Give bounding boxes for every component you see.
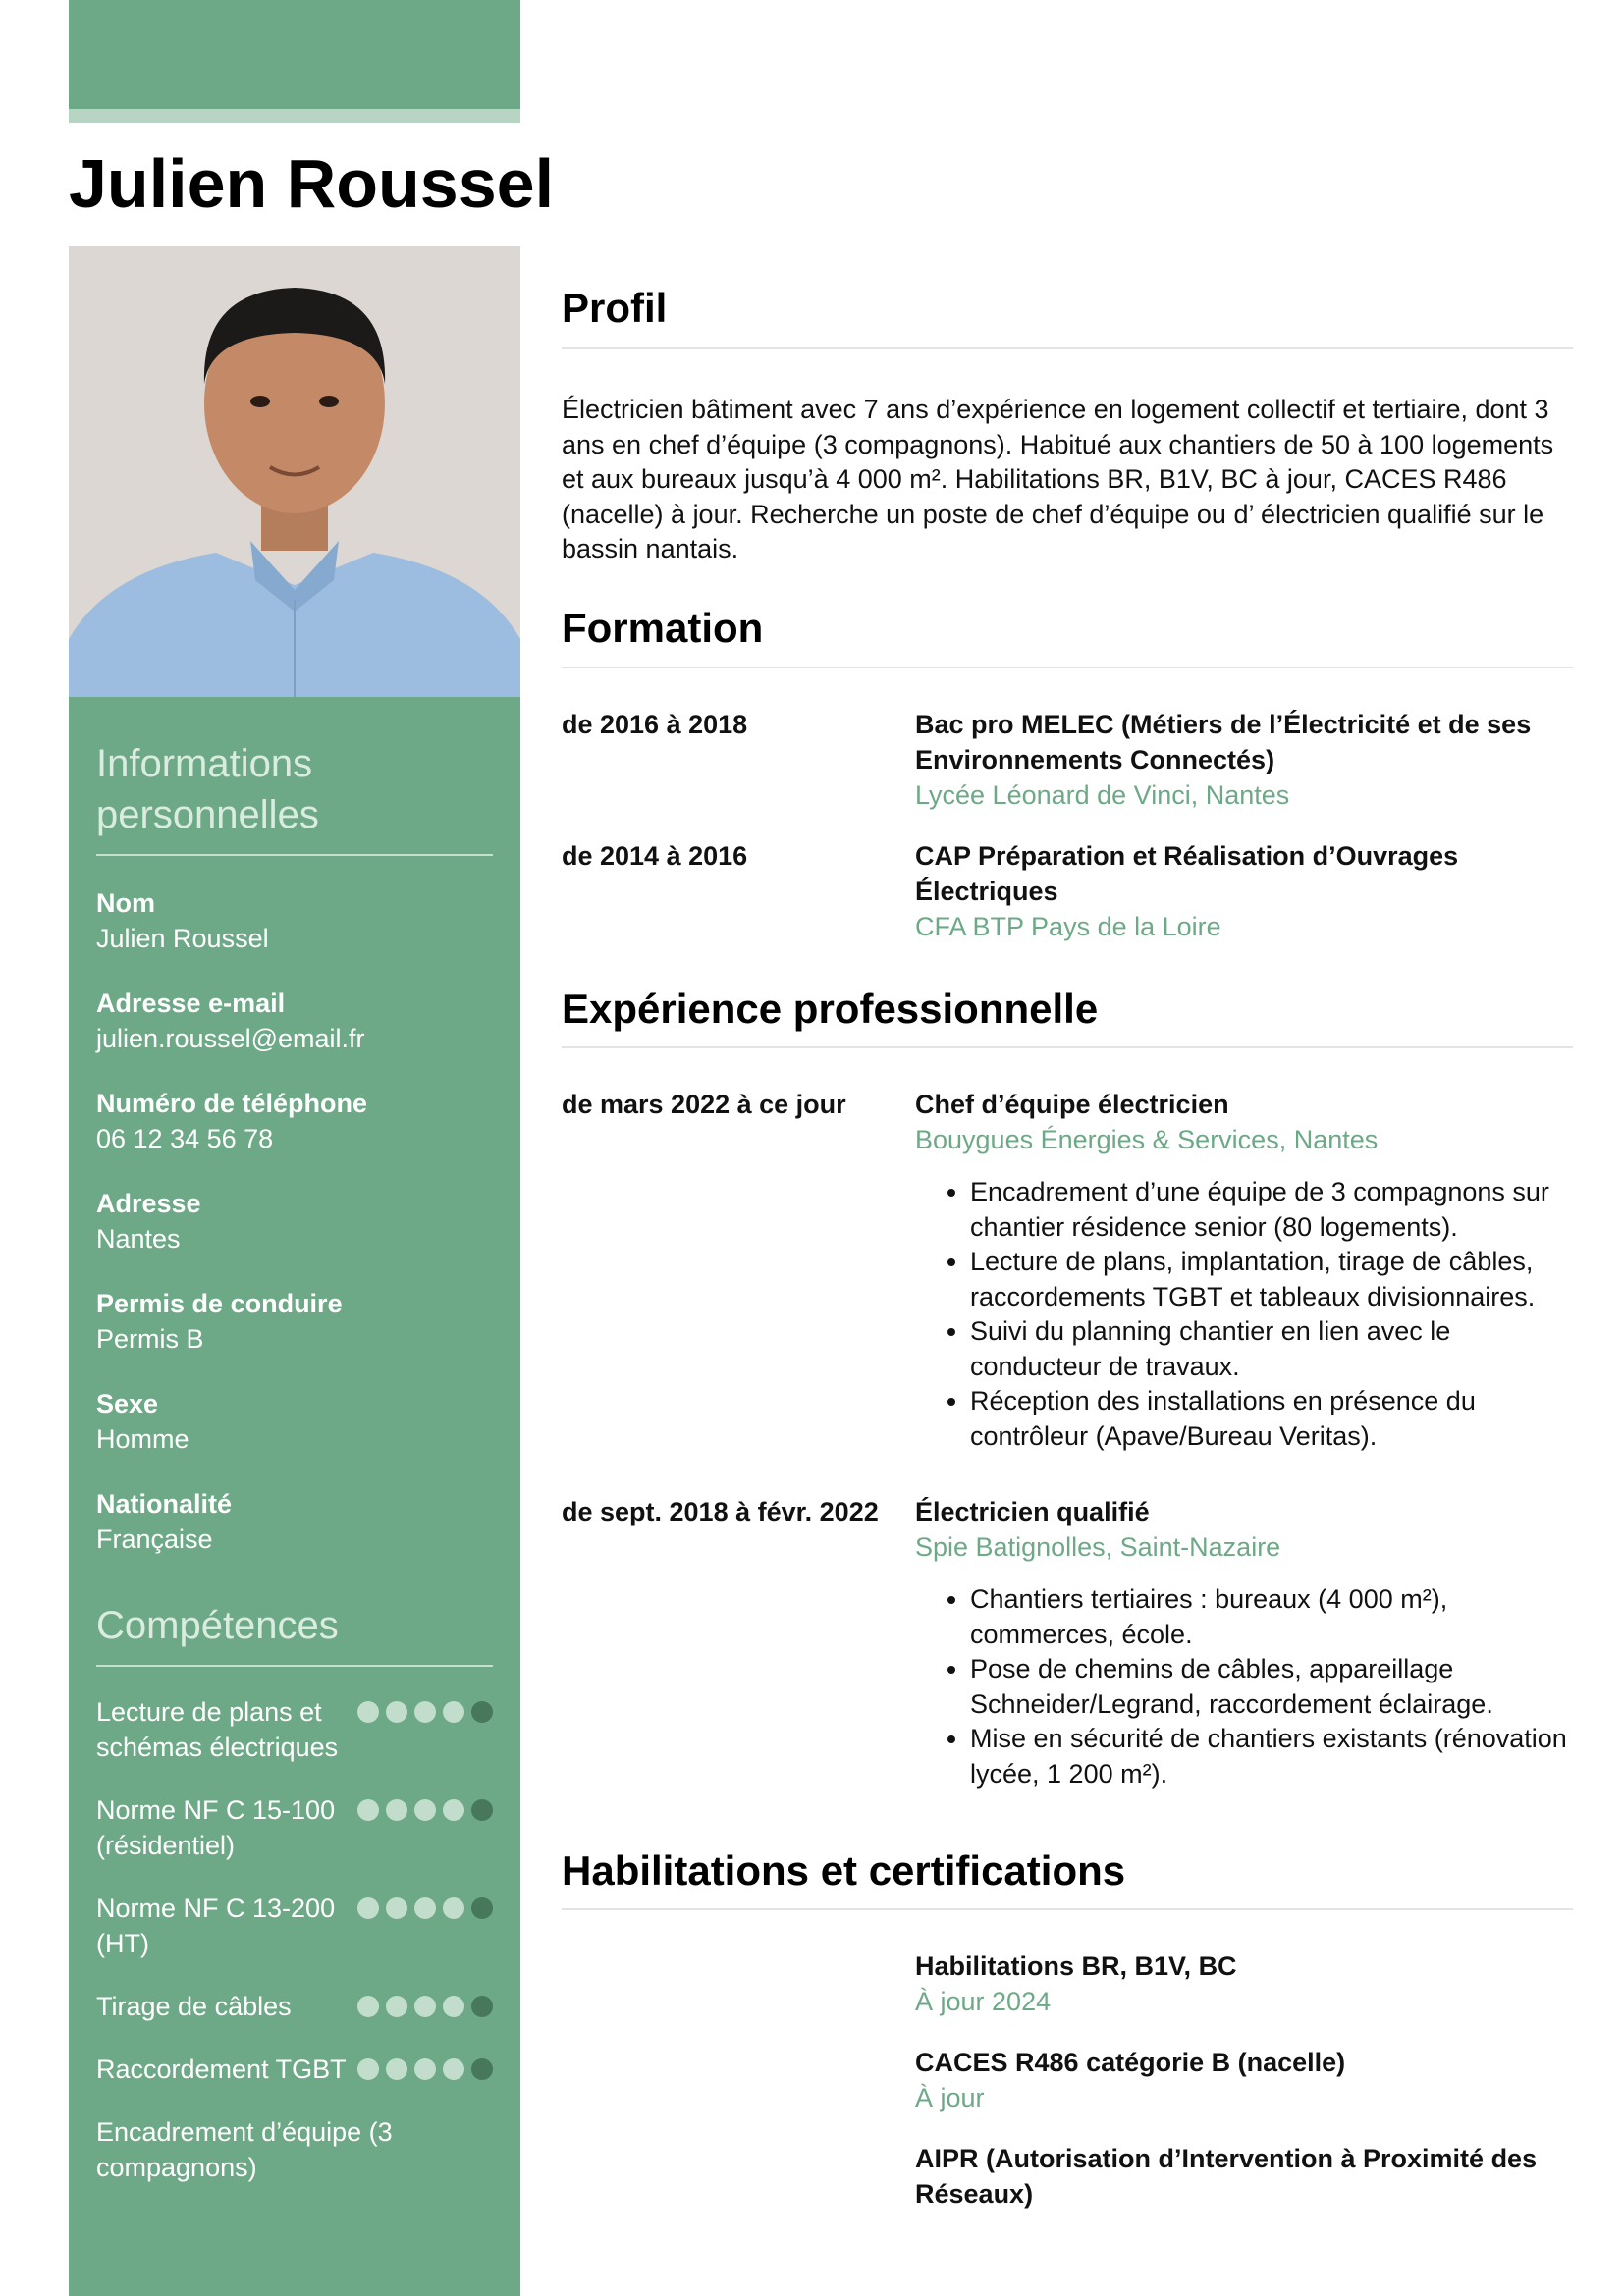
entry-body (915, 1494, 1573, 1791)
info-label: Permis de conduire (96, 1289, 343, 1318)
info-value: Nantes (96, 1224, 181, 1254)
rating-dot (471, 1897, 493, 1919)
info-label: Adresse e-mail (96, 988, 286, 1018)
entry-body (915, 1087, 1573, 1454)
task-item: • Lecture de plans, implantation, tirage de câbles, raccordements TGBT et tableaux divisionnaires. (970, 1245, 1573, 1314)
entry-title: Chef d’équipe électricien (915, 1090, 1229, 1119)
skill-rating (357, 1989, 493, 2024)
info-item-phone (96, 1086, 493, 1156)
task-item: • Mise en sécurité de chantiers existants (rénovation lycée, 1 200 m²). (970, 1722, 1573, 1791)
entry-date: de 2016 à 2018 (562, 710, 748, 739)
entry-body (915, 2141, 1573, 2212)
skill-name: Raccordement TGBT (96, 2055, 347, 2084)
entry-body (915, 707, 1573, 813)
info-value: 06 12 34 56 78 (96, 1124, 274, 1153)
skill-name: Norme NF C 15-100 (résidentiel) (96, 1795, 336, 1860)
info-item-gender (96, 1386, 493, 1457)
rating-dot (386, 1996, 407, 2017)
rating-dot (357, 1799, 379, 1821)
skill-item (96, 1792, 493, 1863)
skill-name: Norme NF C 13-200 (HT) (96, 1894, 336, 1958)
entry-date: de mars 2022 à ce jour (562, 1090, 846, 1119)
rating-dot (471, 2058, 493, 2080)
skill-item (96, 1891, 493, 1961)
info-divider (96, 854, 493, 856)
entry-institution: CFA BTP Pays de la Loire (915, 912, 1221, 941)
formation-title: Formation (562, 605, 764, 651)
rating-dot (471, 1996, 493, 2017)
entry-body (915, 1949, 1573, 2019)
info-item-email (96, 986, 493, 1056)
rating-dot (357, 1996, 379, 2017)
rating-dot (357, 2058, 379, 2080)
entry-body (915, 838, 1573, 944)
rating-dot (357, 1701, 379, 1723)
rating-dot (443, 1996, 464, 2017)
profile-title: Profil (562, 285, 668, 331)
rating-dot (386, 1897, 407, 1919)
info-label: Adresse (96, 1189, 201, 1218)
rating-dot (414, 1897, 436, 1919)
rating-dot (386, 2058, 407, 2080)
rating-dot (443, 1799, 464, 1821)
entry-date: de 2014 à 2016 (562, 841, 748, 871)
sidebar-content (69, 697, 520, 2185)
entry-date: de sept. 2018 à févr. 2022 (562, 1497, 879, 1526)
entry-company: Spie Batignolles, Saint-Nazaire (915, 1532, 1281, 1562)
info-title: Informations personnelles (96, 742, 319, 836)
info-value: Julien Roussel (96, 924, 269, 953)
skill-item (96, 2114, 493, 2185)
entry-title: CAP Préparation et Réalisation d’Ouvrages Électriques (915, 841, 1459, 906)
entry-company: Bouygues Énergies & Services, Nantes (915, 1125, 1379, 1154)
skill-name: Lecture de plans et schémas électriques (96, 1697, 339, 1762)
sidebar (69, 246, 520, 2296)
entry-title: CACES R486 catégorie B (nacelle) (915, 2048, 1346, 2077)
entry-title: Habilitations BR, B1V, BC (915, 1951, 1237, 1981)
rating-dot (471, 1701, 493, 1723)
candidate-name: Julien Roussel (69, 145, 555, 222)
certifications-title: Habilitations et certifications (562, 1847, 1126, 1894)
info-value: Homme (96, 1424, 189, 1454)
skills-divider (96, 1665, 493, 1667)
info-item-address (96, 1186, 493, 1256)
entry-title: AIPR (Autorisation d’Intervention à Proximité des Réseaux) (915, 2144, 1538, 2209)
task-item: • Encadrement d’une équipe de 3 compagnons sur chantier résidence senior (80 logements). (970, 1175, 1573, 1245)
info-label: Numéro de téléphone (96, 1089, 368, 1118)
skill-item (96, 1694, 493, 1765)
rating-dot (443, 1897, 464, 1919)
rating-dot (386, 1799, 407, 1821)
skills-title: Compétences (96, 1604, 339, 1647)
skill-item (96, 2052, 493, 2087)
profile-photo (69, 246, 520, 697)
header-band (69, 0, 520, 109)
task-list (915, 1175, 1573, 1454)
profile-divider (562, 347, 1573, 349)
skill-rating (357, 2052, 493, 2087)
rating-dot (414, 1701, 436, 1723)
task-item: • Chantiers tertiaires : bureaux (4 000 m²), commerces, école. (970, 1582, 1573, 1652)
info-item-name (96, 885, 493, 956)
skill-name: Encadrement d’équipe (3 compagnons) (96, 2117, 393, 2182)
info-label: Nom (96, 888, 155, 918)
rating-dot (357, 1897, 379, 1919)
experience-divider (562, 1046, 1573, 1048)
rating-dot (414, 2058, 436, 2080)
task-item: • Suivi du planning chantier en lien avec le conducteur de travaux. (970, 1314, 1573, 1384)
info-item-nationality (96, 1486, 493, 1557)
info-label: Nationalité (96, 1489, 233, 1519)
info-label: Sexe (96, 1389, 159, 1418)
rating-dot (443, 2058, 464, 2080)
task-item: • Réception des installations en présence du contrôleur (Apave/Bureau Veritas). (970, 1384, 1573, 1454)
rating-dot (414, 1996, 436, 2017)
entry-status: À jour (915, 2083, 985, 2112)
task-list (915, 1582, 1573, 1791)
skill-name: Tirage de câbles (96, 1992, 292, 2021)
profile-photo-illustration (69, 246, 520, 697)
rating-dot (443, 1701, 464, 1723)
entry-status: À jour 2024 (915, 1987, 1052, 2016)
rating-dot (471, 1799, 493, 1821)
entry-title: Électricien qualifié (915, 1497, 1150, 1526)
skill-rating (357, 1694, 493, 1765)
entry-title: Bac pro MELEC (Métiers de l’Électricité et de ses Environnements Connectés) (915, 710, 1532, 774)
skill-item (96, 1989, 493, 2024)
info-value: julien.roussel@email.fr (96, 1024, 365, 1053)
task-item: • Pose de chemins de câbles, appareillage Schneider/Legrand, raccordement éclairage. (970, 1652, 1573, 1722)
profile-text: Électricien bâtiment avec 7 ans d’expérience en logement collectif et tertiaire, dont 3 ans en chef d’équipe (3 compagnons). Habitué aux chantiers de 50 à 100 logements et aux bureaux jusqu’à 4 000 m². Habilitations BR, B1V, BC à jour, CACES R486 (nacelle) à jour. Recherche un poste de chef d’équipe ou d’ électricien qualifié sur le bassin nantais. (562, 395, 1554, 563)
info-item-license (96, 1286, 493, 1357)
formation-divider (562, 667, 1573, 668)
entry-institution: Lycée Léonard de Vinci, Nantes (915, 780, 1290, 810)
skill-rating (357, 1792, 493, 1863)
experience-title: Expérience professionnelle (562, 986, 1099, 1032)
entry-body (915, 2045, 1573, 2115)
skill-rating (357, 1891, 493, 1961)
certifications-divider (562, 1908, 1573, 1910)
rating-dot (414, 1799, 436, 1821)
info-value: Permis B (96, 1324, 204, 1354)
info-value: Française (96, 1524, 213, 1554)
header-band-accent (69, 109, 520, 123)
rating-dot (386, 1701, 407, 1723)
